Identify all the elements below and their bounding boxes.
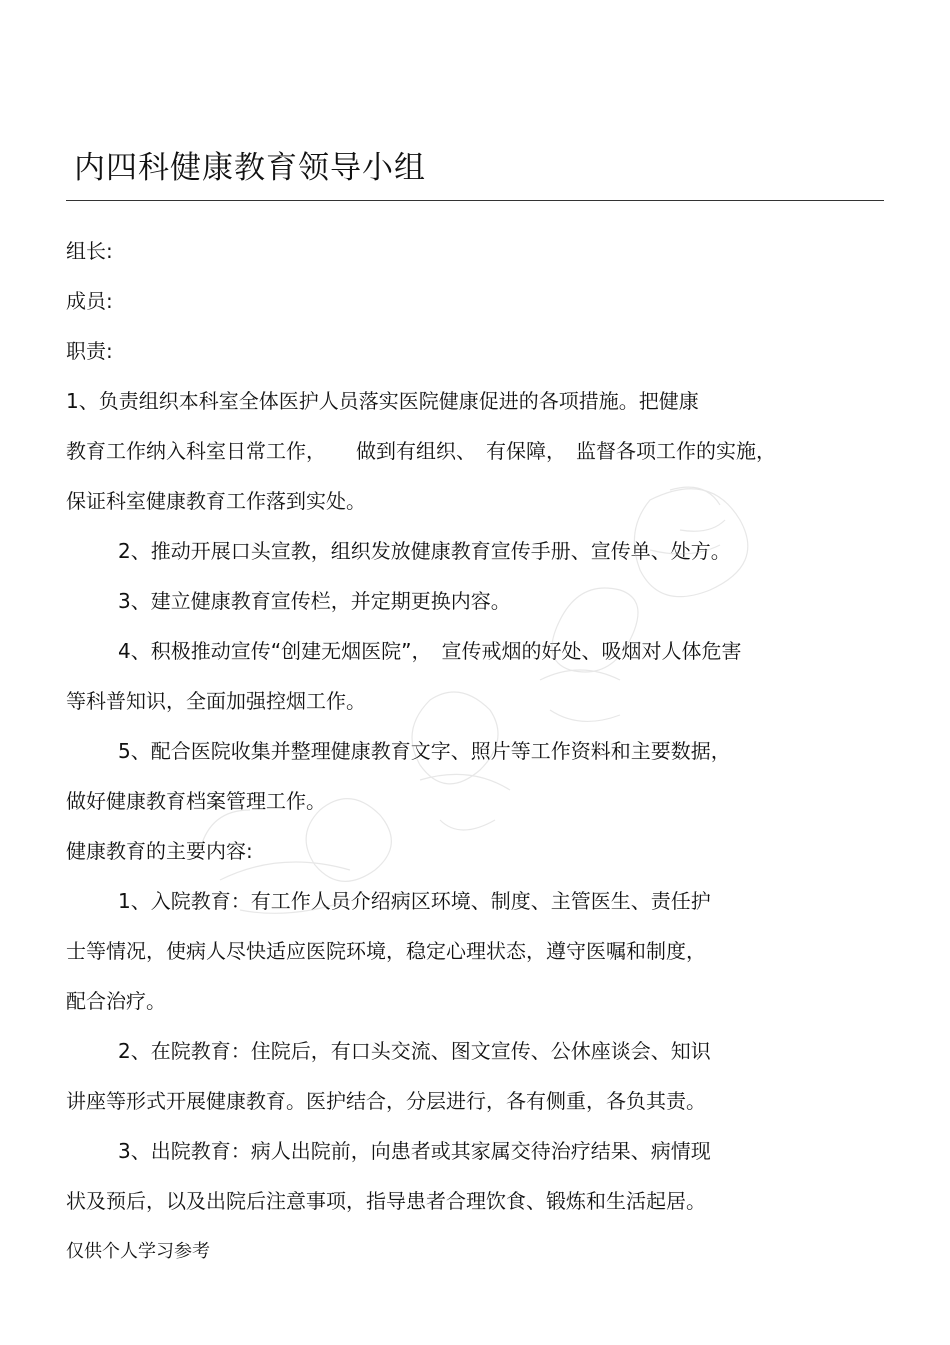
leader-label: 组长: [66,239,113,263]
duties-label: 职责: [66,339,113,363]
duty-5-line-2: 做好健康教育档案管理工作。 [66,789,326,813]
duty-1-line-2: 教育工作纳入科室日常工作， 做到有组织、 有保障， 监督各项工作的实施， [66,439,776,463]
duty-4-line-1: 4、积极推动宣传“创建无烟医院”， 宣传戒烟的好处、吸烟对人体危害 [118,639,742,663]
document-title: 内四科健康教育领导小组 [74,150,426,186]
duty-5-line-1: 5、配合医院收集并整理健康教育文字、照片等工作资料和主要数据， [118,739,731,763]
duty-2-line-1: 2、推动开展口头宣教，组织发放健康教育宣传手册、宣传单、处方。 [118,539,731,563]
content-1-line-1: 1、入院教育：有工作人员介绍病区环境、制度、主管医生、责任护 [118,889,711,913]
footer-note: 仅供个人学习参考 [66,1241,210,1262]
content-1-line-2: 士等情况，使病人尽快适应医院环境，稳定心理状态，遵守医嘱和制度， [66,939,706,963]
duty-1-line-1: 1、负责组织本科室全体医护人员落实医院健康促进的各项措施。把健康 [66,389,699,413]
duty-3-line-1: 3、建立健康教育宣传栏，并定期更换内容。 [118,589,511,613]
title-divider [66,200,884,201]
content-heading: 健康教育的主要内容: [66,839,253,863]
duty-4-line-2: 等科普知识，全面加强控烟工作。 [66,689,366,713]
duty-1-line-3: 保证科室健康教育工作落到实处。 [66,489,366,513]
content-2-line-1: 2、在院教育：住院后，有口头交流、图文宣传、公休座谈会、知识 [118,1039,711,1063]
content-2-line-2: 讲座等形式开展健康教育。医护结合，分层进行，各有侧重，各负其责。 [66,1089,706,1113]
content-3-line-2: 状及预后，以及出院后注意事项，指导患者合理饮食、锻炼和生活起居。 [66,1189,706,1213]
members-label: 成员: [66,289,113,313]
content-1-line-3: 配合治疗。 [66,989,166,1013]
content-3-line-1: 3、出院教育：病人出院前，向患者或其家属交待治疗结果、病情现 [118,1139,711,1163]
